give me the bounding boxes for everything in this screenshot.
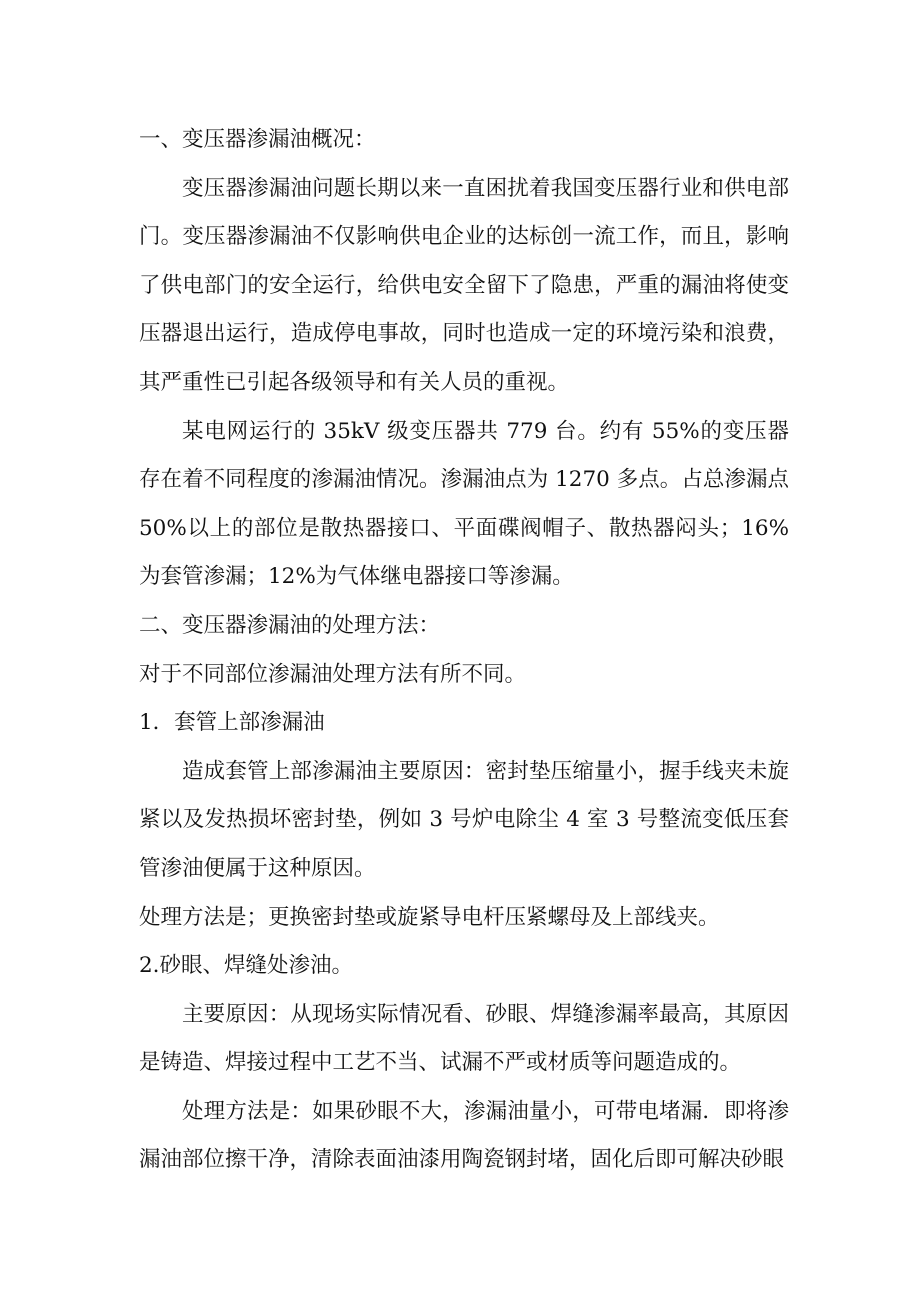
item-heading-bushing: 1．套管上部渗漏油 [139,710,325,736]
item-heading-sandhole: 2.砂眼、焊缝处渗油。 [139,953,354,979]
paragraph-bushing-method: 处理方法是；更换密封垫或旋紧导电杆压紧螺母及上部线夹。 [139,904,720,930]
paragraph-methods-intro: 对于不同部位渗漏油处理方法有所不同。 [139,661,527,687]
section-heading-overview: 一、变压器渗漏油概况： [139,127,376,152]
paragraph-sandhole-cause: 主要原因：从现场实际情况看、砂眼、焊缝渗漏率最高，其原因是铸造、焊接过程中工艺不当、试漏不严或材质等问题造成的。 [139,1001,789,1076]
paragraph-sandhole-method: 处理方法是：如果砂眼不大，渗漏油量小，可带电堵漏．即将渗漏油部位擦干净，清除表面油漆用陶瓷钢封堵，固化后即可解决砂眼 [139,1098,789,1173]
section-heading-methods: 二、变压器渗漏油的处理方法： [139,612,441,638]
paragraph-bushing-cause: 造成套管上部渗漏油主要原因：密封垫压缩量小，握手线夹未旋紧以及发热损坏密封垫，例如 3 号炉电除尘 4 室 3 号整流变低压套管渗油便属于这种原因。 [139,758,789,881]
paragraph-overview: 变压器渗漏油问题长期以来一直困扰着我国变压器行业和供电部门。变压器渗漏油不仅影响供电企业的达标创一流工作，而且，影响了供电部门的安全运行，给供电安全留下了隐患，严重的漏油将使变压器退出运行，造成停电事故，同时也造成一定的环境污染和浪费，其严重性已引起各级领导和有关人员的重视。 [139,175,789,395]
document-body [139,116,789,1185]
paragraph-statistics: 某电网运行的 35kV 级变压器共 779 台。约有 55%的变压器存在着不同程度的渗漏油情况。渗漏油点为 1270 多点。占总渗漏点 50%以上的部位是散热器接口、平面碟阀帽子、散热器闷头；16%为套管渗漏；12%为气体继电器接口等渗漏。 [139,418,789,590]
